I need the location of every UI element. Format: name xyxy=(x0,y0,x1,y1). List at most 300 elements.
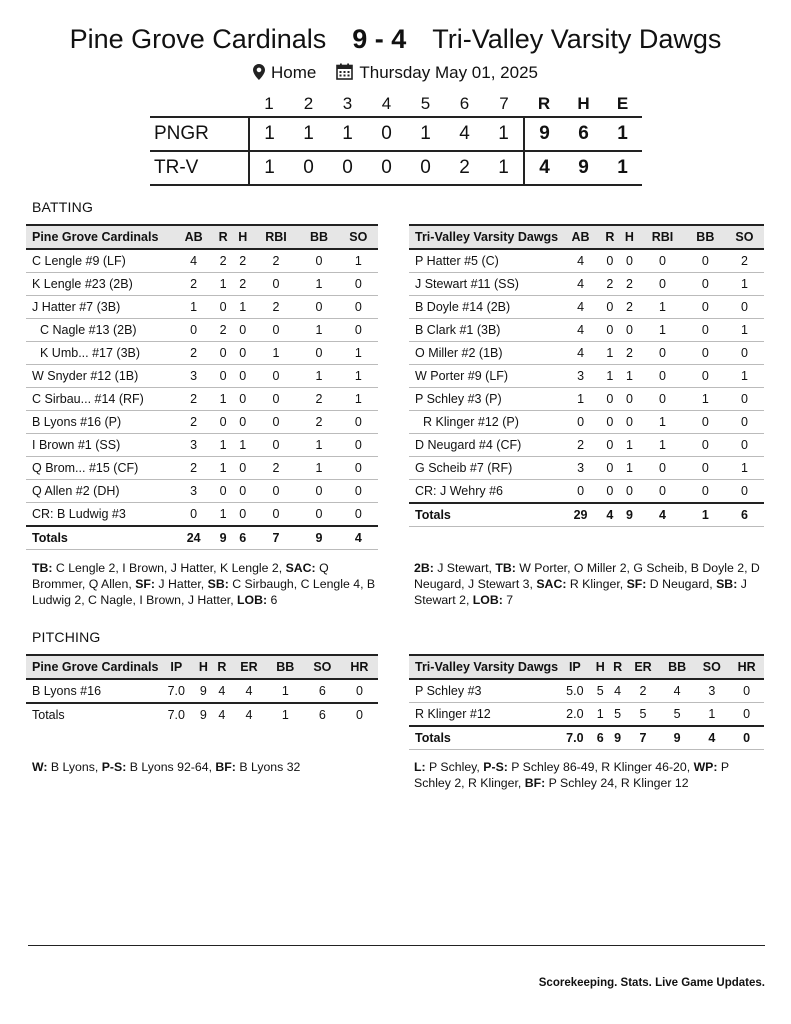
total-cell: 9 xyxy=(614,731,622,745)
stat-cell: 0 xyxy=(577,415,585,429)
runs-total: 4 xyxy=(524,151,564,185)
total-cell: 6 xyxy=(596,731,604,745)
inning-score: 1 xyxy=(264,157,275,178)
player-name: R Klinger #12 xyxy=(415,707,491,721)
table-row xyxy=(26,679,378,703)
total-cell: 0 xyxy=(743,731,751,745)
inning-score: 2 xyxy=(459,157,470,178)
totals-label: Totals xyxy=(32,531,68,545)
note-key: SAC: xyxy=(285,561,316,575)
inning-label: 1 xyxy=(264,94,274,113)
stat-cell: 1 xyxy=(315,461,323,475)
stat-cell: 0 xyxy=(354,484,362,498)
stat-cell: 1 xyxy=(606,346,614,360)
pitching-section-title: PITCHING xyxy=(32,629,101,645)
stat-cell: 2 xyxy=(190,346,198,360)
stat-cell: 1 xyxy=(219,438,227,452)
stat-cell: 3 xyxy=(577,369,585,383)
stat-cell: 5 xyxy=(596,684,604,698)
note-key: P-S: xyxy=(483,760,508,774)
stat-cell: 0 xyxy=(354,323,362,337)
stat-cell: 0 xyxy=(659,369,666,383)
stat-cell: 0 xyxy=(701,277,709,291)
note-value: P Schley, xyxy=(425,760,484,774)
note-key: LOB: xyxy=(237,593,268,607)
inning-score: 0 xyxy=(381,157,392,178)
column-header: H xyxy=(624,230,634,244)
stat-cell: 1 xyxy=(281,684,289,698)
column-header: BB xyxy=(310,230,329,244)
stat-cell: 0 xyxy=(354,461,362,475)
stat-cell: 0 xyxy=(272,369,280,383)
player-name: CR: J Wehry #6 xyxy=(415,484,503,498)
note-key: TB: xyxy=(32,561,53,575)
footer-tagline: Scorekeeping. Stats. Live Game Updates. xyxy=(538,977,765,989)
inning-score: 1 xyxy=(342,123,353,144)
stat-cell: 5.0 xyxy=(566,684,584,698)
stat-cell: 9 xyxy=(199,684,207,698)
linescore-table xyxy=(150,92,642,186)
errors-total: 1 xyxy=(617,157,628,178)
stat-cell: 0 xyxy=(606,300,614,314)
table-row xyxy=(26,388,378,411)
stat-cell: 0 xyxy=(740,484,748,498)
table-row xyxy=(26,480,378,503)
hits-total: 6 xyxy=(578,123,589,144)
player-name: C Sirbau... #14 (RF) xyxy=(32,392,144,406)
home-batting-table xyxy=(26,224,378,550)
total-cell: 4 xyxy=(606,508,614,522)
stat-cell: 0 xyxy=(606,461,614,475)
stat-cell: 1 xyxy=(315,438,323,452)
stat-cell: 4 xyxy=(577,300,585,314)
note-key: W: xyxy=(32,760,48,774)
player-name: Q Allen #2 (DH) xyxy=(32,484,120,498)
stat-cell: 1 xyxy=(219,392,227,406)
inning-label: 7 xyxy=(499,94,509,113)
note-value: B Lyons, xyxy=(47,760,102,774)
stat-cell: 1 xyxy=(315,323,323,337)
note-value: C Sirbaugh, C Lengle 4, B Ludwig 2, C Nagle, I Brown, J Hatter, xyxy=(32,577,376,607)
stat-cell: 5 xyxy=(639,707,647,721)
table-row xyxy=(26,365,378,388)
stat-cell: 2 xyxy=(190,461,198,475)
stat-cell: 1 xyxy=(239,300,247,314)
player-name: P Schley #3 xyxy=(415,684,482,698)
stat-cell: 0 xyxy=(740,438,748,452)
total-cell: 4 xyxy=(708,731,716,745)
table-row xyxy=(26,342,378,365)
stat-cell: 0 xyxy=(315,484,323,498)
stat-cell: 0 xyxy=(740,392,748,406)
stat-cell: 0 xyxy=(354,415,362,429)
game-info xyxy=(0,63,791,85)
stat-cell: 4 xyxy=(577,277,585,291)
stat-cell: 3 xyxy=(708,684,716,698)
column-header: R xyxy=(217,660,227,674)
column-header: IP xyxy=(170,660,183,674)
table-row xyxy=(26,503,378,527)
note-value: B Lyons 92-64, xyxy=(126,760,216,774)
column-header: BB xyxy=(276,660,295,674)
stat-cell: 0 xyxy=(239,461,247,475)
footer-divider xyxy=(28,945,765,946)
stat-cell: 0 xyxy=(315,300,323,314)
column-header: HR xyxy=(350,660,369,674)
column-header: BB xyxy=(696,230,715,244)
player-name: CR: B Ludwig #3 xyxy=(32,507,126,521)
stat-cell: 0 xyxy=(659,254,666,268)
away-batting-notes xyxy=(414,560,764,608)
note-key: BF: xyxy=(524,776,546,790)
errors-label: E xyxy=(616,94,629,113)
stat-cell: 0 xyxy=(606,484,614,498)
stat-cell: 2 xyxy=(272,254,280,268)
away-pitching-notes xyxy=(414,759,764,791)
note-key: L: xyxy=(414,760,426,774)
table-row xyxy=(26,319,378,342)
stat-cell: 0 xyxy=(354,277,362,291)
team-name-header: Pine Grove Cardinals xyxy=(32,660,159,674)
note-value: J Stewart 2, xyxy=(414,577,747,607)
player-name: K Umb... #17 (3B) xyxy=(40,346,141,360)
stat-cell: 1 xyxy=(606,369,614,383)
table-row xyxy=(26,434,378,457)
note-value: J Stewart, xyxy=(433,561,496,575)
note-value: 6 xyxy=(267,593,278,607)
stat-cell: 0 xyxy=(701,415,709,429)
player-name: W Snyder #12 (1B) xyxy=(32,369,139,383)
column-header: IP xyxy=(568,660,581,674)
away-team-name: Tri-Valley Varsity Dawgs xyxy=(432,24,722,54)
stat-cell: 1 xyxy=(577,392,585,406)
runs-total: 9 xyxy=(524,117,564,151)
stat-cell: 1 xyxy=(625,369,633,383)
column-header: SO xyxy=(702,660,721,674)
player-name: B Lyons #16 xyxy=(32,684,102,698)
stat-cell: 1 xyxy=(659,415,666,429)
note-key: LOB: xyxy=(472,593,503,607)
table-row xyxy=(409,249,764,273)
table-row xyxy=(409,411,764,434)
note-key: P-S: xyxy=(101,760,127,774)
stat-cell: 0 xyxy=(219,369,227,383)
stat-cell: 0 xyxy=(606,254,614,268)
stat-cell: 0 xyxy=(354,300,362,314)
stat-cell: 0 xyxy=(606,438,614,452)
note-value: P Schley 86-49, R Klinger 46-20, xyxy=(507,760,694,774)
column-header: H xyxy=(238,230,248,244)
stat-cell: 0 xyxy=(190,507,198,521)
inning-score: 1 xyxy=(420,123,431,144)
table-row xyxy=(26,249,378,273)
column-header: HR xyxy=(737,660,756,674)
stat-cell: 0 xyxy=(625,254,633,268)
player-name: G Scheib #7 (RF) xyxy=(415,461,513,475)
stat-cell: 2 xyxy=(639,684,647,698)
stat-cell: 1 xyxy=(315,277,323,291)
total-cell: 6 xyxy=(740,508,748,522)
stat-cell: 0 xyxy=(659,392,666,406)
inning-score: 0 xyxy=(420,157,431,178)
total-cell: 6 xyxy=(239,531,247,545)
totals-label: Totals xyxy=(415,731,451,745)
stat-cell: 4 xyxy=(577,254,585,268)
note-value: C Lengle 2, I Brown, J Hatter, K Lengle 2, xyxy=(52,561,286,575)
stat-cell: 0 xyxy=(219,300,227,314)
stat-cell: 4 xyxy=(673,684,681,698)
stat-cell: 1 xyxy=(315,369,323,383)
stat-cell: 0 xyxy=(239,507,247,521)
stat-cell: 0 xyxy=(701,461,709,475)
column-header: AB xyxy=(184,230,203,244)
note-value: P Schley 2, R Klinger, xyxy=(414,760,729,790)
player-name: C Lengle #9 (LF) xyxy=(32,254,126,268)
player-name: Q Brom... #15 (CF) xyxy=(32,461,139,475)
total-cell: 1 xyxy=(701,508,709,522)
stat-cell: 1 xyxy=(239,438,247,452)
stat-cell: 1 xyxy=(354,369,362,383)
total-cell: 7.0 xyxy=(566,731,584,745)
note-value: P Schley 24, R Klinger 12 xyxy=(545,776,689,790)
column-header: SO xyxy=(313,660,332,674)
stat-cell: 1 xyxy=(219,461,227,475)
player-name: O Miller #2 (1B) xyxy=(415,346,503,360)
column-header: ER xyxy=(240,660,258,674)
stat-cell: 2 xyxy=(272,300,280,314)
note-key: BF: xyxy=(215,760,236,774)
stat-cell: 3 xyxy=(190,438,198,452)
stat-cell: 1 xyxy=(659,323,666,337)
stat-cell: 0 xyxy=(272,392,280,406)
stat-cell: 0 xyxy=(219,346,227,360)
stat-cell: 1 xyxy=(272,346,280,360)
table-row xyxy=(409,679,764,703)
column-header: R xyxy=(613,660,623,674)
team-abbr: PNGR xyxy=(150,117,249,151)
note-key: TB: xyxy=(495,561,516,575)
stat-cell: 4 xyxy=(614,684,622,698)
home-pitching-notes xyxy=(32,759,384,775)
table-header-row xyxy=(26,225,378,249)
table-row xyxy=(409,365,764,388)
stat-cell: 0 xyxy=(239,484,247,498)
table-header-row xyxy=(26,655,378,679)
stat-cell: 0 xyxy=(272,438,280,452)
hits-total: 9 xyxy=(578,157,589,178)
stat-cell: 0 xyxy=(659,277,666,291)
stat-cell: 0 xyxy=(272,277,280,291)
inning-label: 6 xyxy=(459,94,470,113)
stat-cell: 4 xyxy=(577,323,585,337)
table-row xyxy=(26,273,378,296)
stat-cell: 7.0 xyxy=(167,684,185,698)
stat-cell: 1 xyxy=(708,707,716,721)
errors-total: 1 xyxy=(617,123,628,144)
final-score: 9 - 4 xyxy=(352,24,407,54)
column-header: H xyxy=(198,660,208,674)
stat-cell: 0 xyxy=(272,484,280,498)
table-row xyxy=(409,480,764,504)
stat-cell: 4 xyxy=(245,684,253,698)
stat-cell: 0 xyxy=(239,346,247,360)
stat-cell: 0 xyxy=(354,438,362,452)
note-value: 7 xyxy=(502,593,514,607)
stat-cell: 1 xyxy=(659,300,666,314)
total-cell: 0 xyxy=(355,708,363,722)
game-title xyxy=(0,24,791,55)
home-team-name: Pine Grove Cardinals xyxy=(69,24,327,54)
inning-score: 0 xyxy=(342,157,353,178)
stat-cell: 0 xyxy=(701,346,709,360)
stat-cell: 1 xyxy=(740,369,748,383)
stat-cell: 0 xyxy=(740,346,748,360)
linescore-header-row xyxy=(150,92,642,117)
stat-cell: 5 xyxy=(614,707,622,721)
note-key: SB: xyxy=(207,577,229,591)
player-name: R Klinger #12 (P) xyxy=(423,415,519,429)
inning-score: 1 xyxy=(498,157,509,178)
stat-cell: 1 xyxy=(740,461,748,475)
table-row xyxy=(409,342,764,365)
stat-cell: 1 xyxy=(625,461,633,475)
stat-cell: 1 xyxy=(659,438,666,452)
stat-cell: 0 xyxy=(606,323,614,337)
table-row xyxy=(26,457,378,480)
table-row xyxy=(409,388,764,411)
total-cell: 24 xyxy=(186,531,201,545)
stat-cell: 2 xyxy=(625,346,633,360)
stat-cell: 0 xyxy=(219,415,227,429)
table-header-row xyxy=(409,225,764,249)
note-key: 2B: xyxy=(414,561,434,575)
player-name: B Clark #1 (3B) xyxy=(415,323,501,337)
linescore-row-home xyxy=(150,117,642,151)
inning-label: 3 xyxy=(342,94,353,113)
stat-cell: 0 xyxy=(315,254,323,268)
player-name: J Stewart #11 (SS) xyxy=(415,277,519,291)
total-cell: 7.0 xyxy=(167,708,185,722)
stat-cell: 0 xyxy=(272,323,280,337)
table-row xyxy=(409,457,764,480)
stat-cell: 0 xyxy=(239,392,247,406)
player-name: K Lengle #23 (2B) xyxy=(32,277,133,291)
total-cell: 1 xyxy=(281,708,289,722)
batting-section-title: BATTING xyxy=(32,199,94,215)
stat-cell: 2 xyxy=(190,415,198,429)
total-cell: 4 xyxy=(354,531,362,545)
calendar-icon xyxy=(336,63,353,85)
stat-cell: 2 xyxy=(625,277,633,291)
stat-cell: 0 xyxy=(625,323,633,337)
table-row xyxy=(26,296,378,319)
total-cell: 6 xyxy=(318,708,326,722)
totals-label: Totals xyxy=(415,508,451,522)
table-row xyxy=(26,411,378,434)
table-row xyxy=(409,434,764,457)
stat-cell: 0 xyxy=(625,392,633,406)
player-name: P Schley #3 (P) xyxy=(415,392,502,406)
stat-cell: 0 xyxy=(659,346,666,360)
stat-cell: 1 xyxy=(354,254,362,268)
stat-cell: 0 xyxy=(740,415,748,429)
total-cell: 4 xyxy=(245,708,253,722)
totals-row xyxy=(26,526,378,550)
stat-cell: 2 xyxy=(606,277,614,291)
note-value: W Porter, O Miller 2, G Scheib, B Doyle 2, D Neugard, J Stewart 3, xyxy=(414,561,760,591)
player-name: B Doyle #14 (2B) xyxy=(415,300,511,314)
stat-cell: 3 xyxy=(190,369,198,383)
note-value: R Klinger, xyxy=(566,577,627,591)
total-cell: 4 xyxy=(218,708,226,722)
stat-cell: 2 xyxy=(272,461,280,475)
player-name: J Hatter #7 (3B) xyxy=(32,300,121,314)
stat-cell: 0 xyxy=(355,684,363,698)
stat-cell: 2 xyxy=(625,300,633,314)
column-header: R xyxy=(218,230,228,244)
total-cell: 7 xyxy=(272,531,280,545)
stat-cell: 2 xyxy=(239,277,247,291)
total-cell: 9 xyxy=(315,531,323,545)
team-name-header: Tri-Valley Varsity Dawgs xyxy=(415,230,559,244)
runs-label: R xyxy=(537,94,551,113)
totals-row xyxy=(26,703,378,726)
note-key: SB: xyxy=(716,577,738,591)
stat-cell: 4 xyxy=(190,254,198,268)
stat-cell: 2 xyxy=(239,254,247,268)
stat-cell: 0 xyxy=(701,254,709,268)
away-batting-table xyxy=(409,224,764,527)
stat-cell: 0 xyxy=(272,507,280,521)
team-abbr: TR-V xyxy=(150,151,249,185)
stat-cell: 0 xyxy=(740,300,748,314)
column-header: ER xyxy=(634,660,652,674)
stat-cell: 1 xyxy=(625,438,633,452)
stat-cell: 0 xyxy=(606,415,614,429)
stat-cell: 2 xyxy=(577,438,585,452)
column-header: H xyxy=(595,660,605,674)
stat-cell: 1 xyxy=(219,277,227,291)
player-name: P Hatter #5 (C) xyxy=(415,254,499,268)
stat-cell: 0 xyxy=(743,707,751,721)
stat-cell: 0 xyxy=(701,369,709,383)
stat-cell: 3 xyxy=(190,484,198,498)
stat-cell: 0 xyxy=(743,684,751,698)
totals-label: Totals xyxy=(32,708,65,722)
inning-score: 1 xyxy=(498,123,509,144)
stat-cell: 0 xyxy=(659,461,666,475)
note-value: B Lyons 32 xyxy=(235,760,301,774)
total-cell: 7 xyxy=(639,731,647,745)
date-text: Thursday May 01, 2025 xyxy=(359,63,538,82)
stat-cell: 4 xyxy=(218,684,226,698)
home-pitching-table xyxy=(26,654,378,726)
stat-cell: 0 xyxy=(190,323,198,337)
stat-cell: 2 xyxy=(219,323,227,337)
home-batting-notes xyxy=(32,560,384,608)
stat-cell: 0 xyxy=(239,323,247,337)
note-value: D Neugard, xyxy=(646,577,717,591)
inning-label: 4 xyxy=(381,94,392,113)
stat-cell: 0 xyxy=(219,484,227,498)
inning-score: 0 xyxy=(381,123,392,144)
inning-score: 1 xyxy=(303,123,314,144)
inning-label: 5 xyxy=(420,94,431,113)
stat-cell: 0 xyxy=(625,415,633,429)
table-row xyxy=(409,273,764,296)
note-value: Q Brommer, Q Allen, xyxy=(32,561,329,591)
player-name: B Lyons #16 (P) xyxy=(32,415,122,429)
